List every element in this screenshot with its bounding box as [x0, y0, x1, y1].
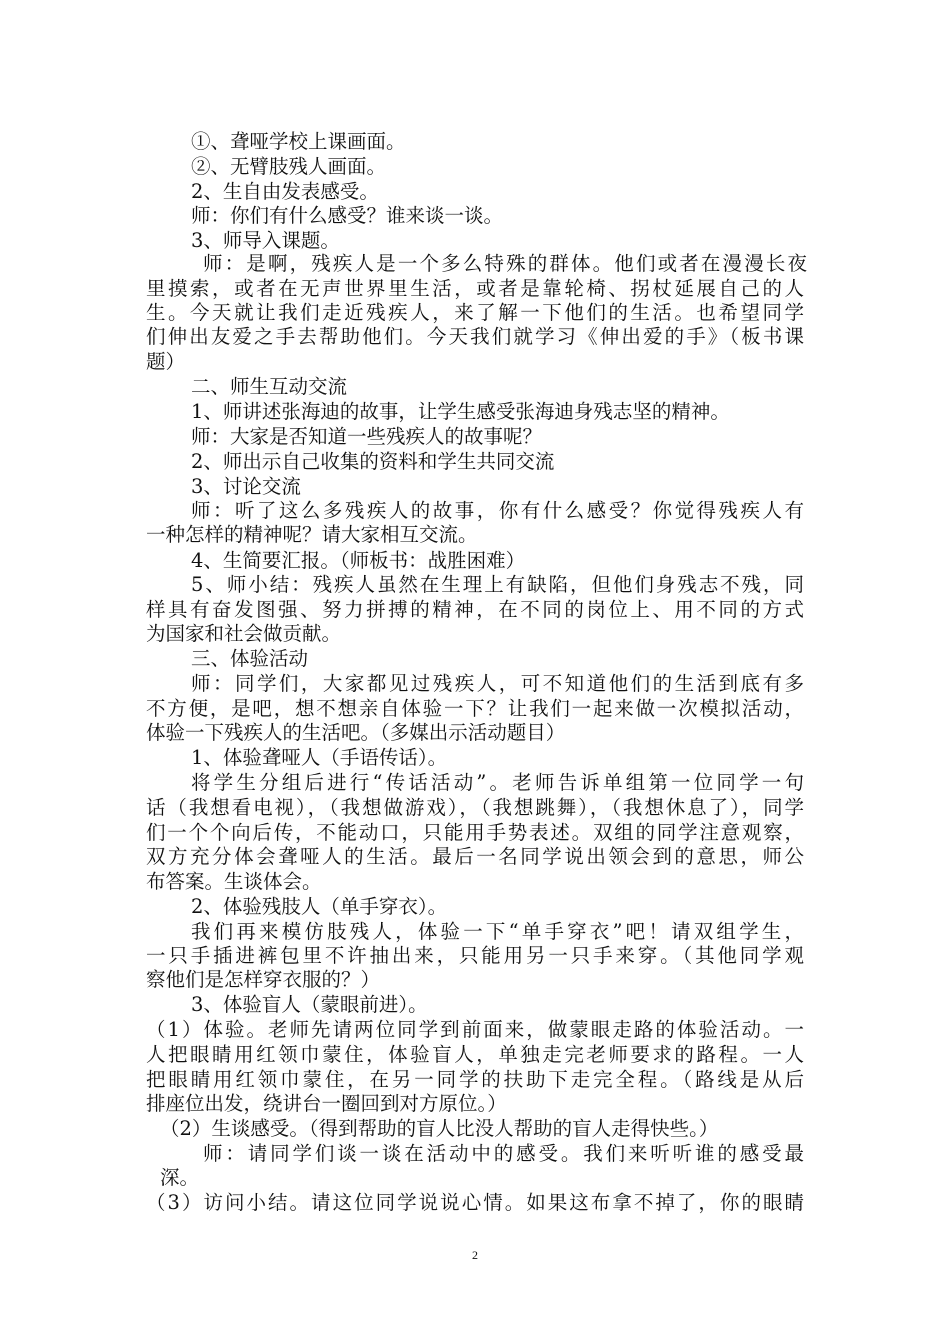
section-heading: 二、师生互动交流: [191, 375, 348, 398]
text-line: 深。: [160, 1166, 200, 1189]
text-line: （2）生谈感受。（得到帮助的盲人比没人帮助的盲人走得快些。）: [160, 1117, 719, 1140]
text-line: 1、体验聋哑人（手语传话）。: [191, 746, 448, 769]
text-line: 一只手插进裤包里不许抽出来，只能用另一只手来穿。（其他同学观: [146, 944, 804, 967]
section-heading: 三、体验活动: [191, 647, 309, 670]
text-line: 3、讨论交流: [191, 475, 301, 498]
text-line: 布答案。生谈体会。: [146, 870, 322, 893]
text-line: 3、体验盲人（蒙眼前进）。: [191, 993, 428, 1016]
text-line: 里摸索，或者在无声世界里生活，或者是靠轮椅、拐杖延展自己的人: [146, 277, 804, 300]
text-line: 体验一下残疾人的生活吧。（多媒出示活动题目）: [146, 721, 566, 744]
text-line: 生。今天就让我们走近残疾人，来了解一下他们的生活。也希望同学: [146, 301, 804, 324]
text-line: ②、无臂肢残人画面。: [191, 155, 387, 178]
text-line: 师：你们有什么感受？谁来谈一谈。: [191, 204, 504, 227]
text-line: 2、师出示自己收集的资料和学生共同交流: [191, 450, 555, 473]
text-line: 师：请同学们谈一谈在活动中的感受。我们来听听谁的感受最: [203, 1142, 804, 1165]
text-line: 师：大家是否知道一些残疾人的故事呢？: [191, 425, 543, 448]
text-line: 把眼睛用红领巾蒙住，在另一同学的扶助下走完全程。（路线是从后: [146, 1068, 804, 1091]
text-line: 样具有奋发图强、努力拼搏的精神，在不同的岗位上、用不同的方式: [146, 598, 804, 621]
text-line: 人把眼睛用红领巾蒙住，体验盲人，单独走完老师要求的路程。一人: [146, 1043, 804, 1066]
page-number: 2: [472, 1248, 478, 1262]
text-line: 们一个个向后传，不能动口，只能用手势表述。双组的同学注意观察，: [146, 821, 804, 844]
text-line: 将学生分组后进行“传话活动”。老师告诉单组第一位同学一句: [191, 771, 804, 794]
text-line: 一种怎样的精神呢？请大家相互交流。: [146, 523, 478, 546]
text-line: 话（我想看电视），（我想做游戏），（我想跳舞），（我想休息了），同学: [146, 796, 804, 819]
text-line: ①、聋哑学校上课画面。: [191, 130, 406, 153]
text-line: 我们再来模仿肢残人，体验一下“单手穿衣”吧！请双组学生，: [191, 920, 804, 943]
text-line: 2、体验残肢人（单手穿衣）。: [191, 895, 448, 918]
text-line: 不方便，是吧，想不想亲自体验一下？让我们一起来做一次模拟活动，: [146, 697, 804, 720]
text-line: 3、师导入课题。: [191, 229, 340, 252]
text-line: 察他们是怎样穿衣服的？）: [146, 968, 381, 991]
text-line: 为国家和社会做贡献。: [146, 622, 342, 645]
text-line: （3）访问小结。请这位同学说说心情。如果这布拿不掉了，你的眼睛: [146, 1191, 804, 1214]
text-line: 1、师讲述张海迪的故事，让学生感受张海迪身残志坚的精神。: [191, 400, 730, 423]
text-line: 们伸出友爱之手去帮助他们。今天我们就学习《伸出爱的手》（板书课: [146, 325, 804, 348]
text-line: （1）体验。老师先请两位同学到前面来，做蒙眼走路的体验活动。一: [146, 1018, 804, 1041]
text-line: 双方充分体会聋哑人的生活。最后一名同学说出领会到的意思，师公: [146, 845, 804, 868]
text-line: 4、生简要汇报。（师板书：战胜困难）: [191, 549, 526, 572]
text-line: 师：同学们，大家都见过残疾人，可不知道他们的生活到底有多: [191, 672, 804, 695]
text-line: 5、师小结：残疾人虽然在生理上有缺陷，但他们身残志不残，同: [191, 573, 804, 596]
text-line: 排座位出发，绕讲台一圈回到对方原位。）: [146, 1092, 507, 1115]
text-line: 2、生自由发表感受。: [191, 180, 379, 203]
text-line: 师：听了这么多残疾人的故事，你有什么感受？你觉得残疾人有: [191, 499, 804, 522]
text-line: 题）: [146, 350, 186, 373]
text-line: 师：是啊，残疾人是一个多么特殊的群体。他们或者在漫漫长夜: [203, 252, 807, 275]
